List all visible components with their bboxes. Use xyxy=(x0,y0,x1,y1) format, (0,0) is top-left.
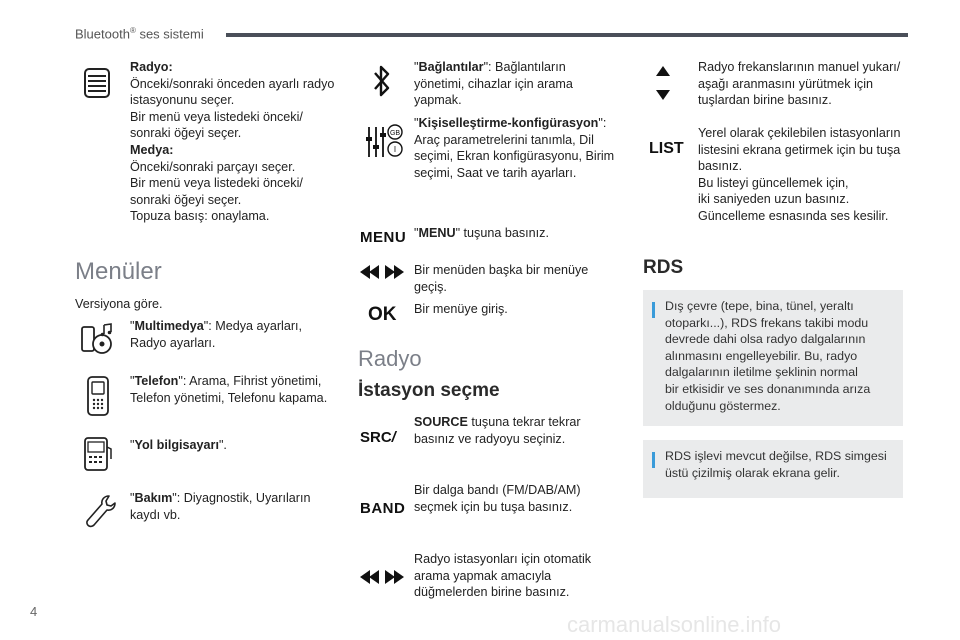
menu-item-multimedia: "Multimedya": Medya ayarları, Radyo ayarları. xyxy=(130,319,303,350)
menu-item-trip-computer: "Yol bilgisayarı". xyxy=(130,438,227,452)
ok-key-label: OK xyxy=(368,304,397,325)
multimedia-icon xyxy=(80,322,114,356)
source-key-label xyxy=(360,429,396,446)
band-key-label: BAND xyxy=(360,500,406,517)
rds-info-note-text: Dış çevre (tepe, bina, tünel, yeraltı otoparkı...), RDS frekans takibi modu devrede dahi olsa radyo dalgalarının alınmasını engelleyebilir. Bu, radyo dalgalarının iletilme şeklinin normal bir etkisidir ve ses donanımında arıza olduğunu göstermez. xyxy=(665,299,871,413)
rds-info-note xyxy=(643,290,903,426)
source-description: SOURCE tuşuna tekrar tekrar basınız ve radyoyu seçiniz. xyxy=(414,415,581,446)
arrows-left-right-icon xyxy=(360,265,404,279)
band-description: Bir dalga bandı (FM/DAB/AM) seçmek için bu tuşa basınız. xyxy=(414,483,581,514)
ok-key-description: Bir menüye giriş. xyxy=(414,302,508,316)
list-description: Yerel olarak çekilebilen istasyonların listesini ekrana getirmek için bu tuşa basınız. Bu listeyi güncellemek için, iki saniyeden uzun basınız. Güncelleme esnasında ses kesilir. xyxy=(698,126,901,223)
menu-item-maintenance: "Bakım": Diyagnostik, Uyarıların kaydı vb. xyxy=(130,491,311,522)
source-slash-glyph: / xyxy=(391,429,396,446)
section-title-rds: RDS xyxy=(643,257,684,278)
menu-key-label: MENU xyxy=(360,229,407,246)
header-bar xyxy=(226,33,908,37)
rds-unavailable-note xyxy=(643,440,903,498)
source-key-text: SRC xyxy=(360,429,392,446)
version-note: Versiyona göre. xyxy=(75,297,163,311)
note-accent-bar xyxy=(652,452,655,468)
arrows-left-right-icon xyxy=(360,570,404,584)
menu-item-telephone: "Telefon": Arama, Fihrist yönetimi, Telefon yönetimi, Telefonu kapama. xyxy=(130,374,328,405)
section-title-station-select: İstasyon seçme xyxy=(358,380,500,401)
watermark: carmanualsonline.info xyxy=(567,612,782,637)
section-title-menus: Menüler xyxy=(75,258,162,285)
personalization-icon xyxy=(366,123,406,159)
page-number: 4 xyxy=(30,604,38,619)
page-header-title: Bluetooth® ses sistemi xyxy=(75,26,204,42)
rds-unavailable-note-text: RDS işlevi mevcut değilse, RDS simgesi üstü çizilmiş olarak ekrana gelir. xyxy=(665,449,887,480)
arrows-up-down-icon xyxy=(656,66,670,100)
svg-text:I: I xyxy=(393,145,397,154)
wrench-icon xyxy=(85,494,117,528)
auto-search-description: Radyo istasyonları için otomatik arama yapmak amacıyla düğmelerden birine basınız. xyxy=(414,552,592,600)
radio-media-description: Radyo: Önceki/sonraki önceden ayarlı radyo istasyonunu seçer. Bir menü veya listedeki önceki/ sonraki öğeyi seçer. Medya: Önceki/sonraki parçayı seçer. Bir menü veya listedeki önceki/ sonraki öğeyi seçer. Topuza basış: onaylama. xyxy=(130,60,335,224)
telephone-icon xyxy=(87,376,109,416)
thumbwheel-icon xyxy=(84,68,110,98)
note-accent-bar xyxy=(652,302,655,318)
menu-key-description: "MENU" tuşuna basınız. xyxy=(414,226,549,240)
personalization-description: "Kişiselleştirme-konfigürasyon": Araç parametrelerini tanımla, Dil seçimi, Ekran konfigürasyonu, Birim seçimi, Saat ve tarih ayarları. xyxy=(414,116,615,180)
section-title-radyo: Radyo xyxy=(358,346,422,371)
list-key-label: LIST xyxy=(649,140,684,157)
manual-tune-description: Radyo frekanslarının manuel yukarı/ aşağı aranmasını yürütmek için tuşlardan birine basınız. xyxy=(698,60,901,108)
trip-computer-icon xyxy=(84,437,112,471)
bluetooth-icon xyxy=(372,64,392,98)
connections-description: "Bağlantılar": Bağlantıların yönetimi, cihazlar için arama yapmak. xyxy=(414,60,573,108)
svg-text:GB: GB xyxy=(389,130,401,137)
menu-switch-description: Bir menüden başka bir menüye geçiş. xyxy=(414,263,589,294)
